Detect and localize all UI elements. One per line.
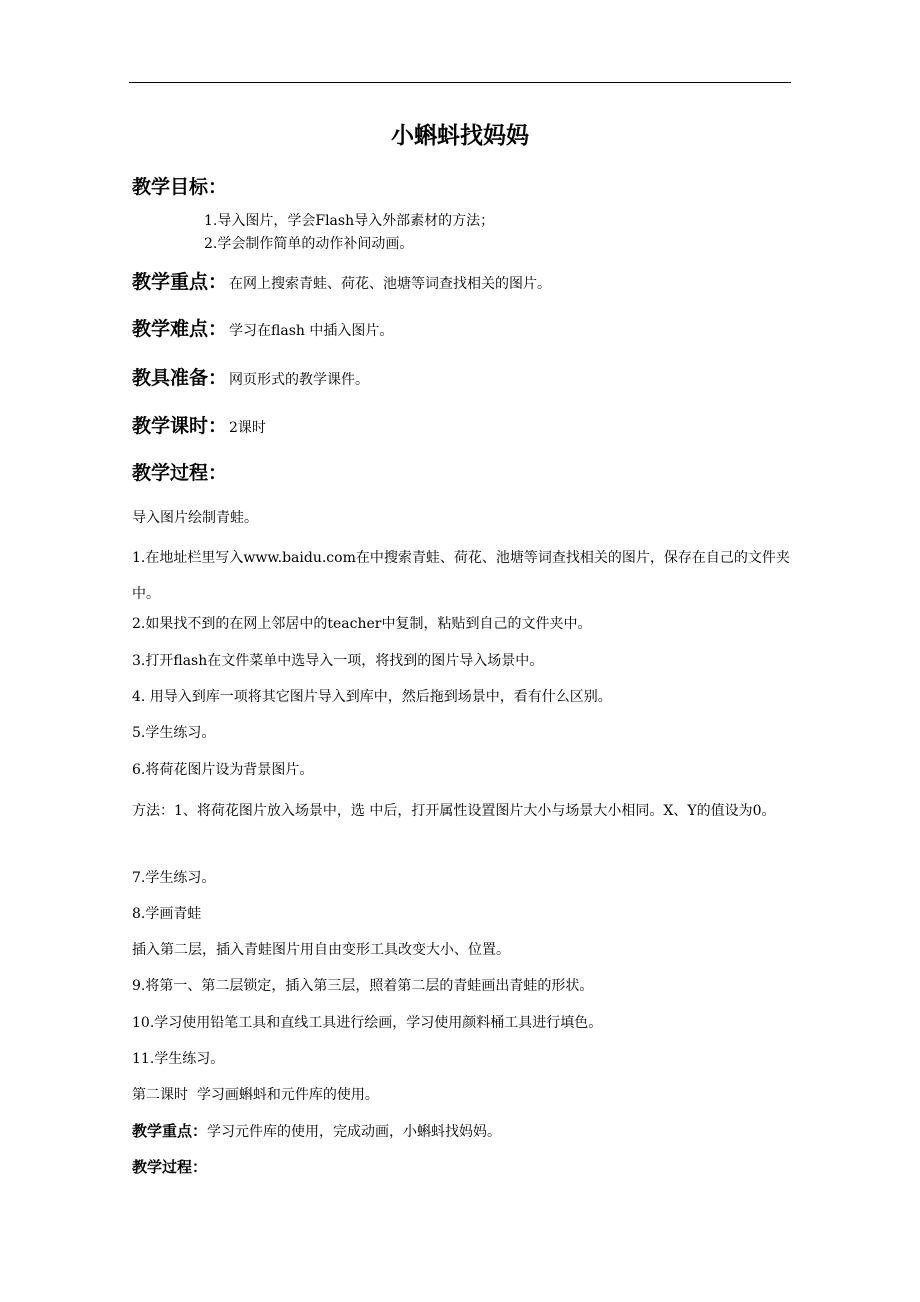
process-line-7: 方法：1、将荷花图片放入场景中，选 中后，打开属性设置图片大小与场景大小相同。X、Y的值设为0。 <box>132 803 776 819</box>
tools-value: 网页形式的教学课件。 <box>229 372 370 388</box>
process-line-10: 插入第二层，插入青蛙图片用自由变形工具改变大小、位置。 <box>132 942 510 958</box>
process-line-0: 导入图片绘制青蛙。 <box>132 510 258 526</box>
objective-item-1: 1.导入图片，学会Flash导入外部素材的方法； <box>204 213 495 229</box>
process-line-9: 8.学画青蛙 <box>132 906 202 922</box>
tools-label: 教具准备： <box>132 367 228 389</box>
process-2-label: 教学过程： <box>132 1158 208 1176</box>
process-line-11: 9.将第一、第二层锁定，插入第三层，照着第二层的青蛙画出青蛙的形状。 <box>132 978 594 994</box>
difficulty-value: 学习在flash 中插入图片。 <box>229 323 394 339</box>
key-point-label: 教学重点： <box>132 271 228 293</box>
tools-row <box>132 365 369 393</box>
process-2-heading <box>132 1157 207 1178</box>
key-point-2-value: 学习元件库的使用，完成动画，小蝌蚪找妈妈。 <box>207 1124 502 1140</box>
process-line-1: 1.在地址栏里写入www.baidu.com在中搜索青蛙、荷花、池塘等词查找相关的图片，保存在自己的文件夹中。 <box>132 550 790 602</box>
process-heading: 教学过程： <box>132 462 228 484</box>
process-line-14: 第二课时 学习画蝌蚪和元件库的使用。 <box>132 1087 379 1103</box>
process-line-13: 11.学生练习。 <box>132 1051 225 1067</box>
process-line-8: 7.学生练习。 <box>132 870 216 886</box>
process-line-4: 4. 用导入到库一项将其它图片导入到库中，然后拖到场景中，看有什么区别。 <box>132 689 612 705</box>
process-line-2: 2.如果找不到的在网上邻居中的teacher中复制，粘贴到自己的文件夹中。 <box>132 616 592 632</box>
process-line-12: 10.学习使用铅笔工具和直线工具进行绘画，学习使用颜料桶工具进行填色。 <box>132 1015 603 1031</box>
objectives-heading: 教学目标： <box>132 176 228 198</box>
key-point-2-label: 教学重点： <box>132 1122 208 1140</box>
hours-label: 教学课时： <box>132 415 228 437</box>
process-line-3: 3.打开flash在文件菜单中选导入一项，将找到的图片导入场景中。 <box>132 653 544 669</box>
key-point-row <box>132 269 551 297</box>
hours-value: 2课时 <box>229 420 266 436</box>
difficulty-row <box>132 316 393 344</box>
document-title: 小蝌蚪找妈妈 <box>391 122 529 149</box>
objective-item-2: 2.学会制作简单的动作补间动画。 <box>204 236 414 252</box>
hours-row <box>132 413 266 441</box>
key-point-value: 在网上搜索青蛙、荷花、池塘等词查找相关的图片。 <box>229 276 552 292</box>
key-point-2-row <box>132 1121 501 1142</box>
difficulty-label: 教学难点： <box>132 318 228 340</box>
process-line-6: 6.将荷花图片设为背景图片。 <box>132 762 314 778</box>
header-rule <box>129 82 791 83</box>
process-line-5: 5.学生练习。 <box>132 725 216 741</box>
